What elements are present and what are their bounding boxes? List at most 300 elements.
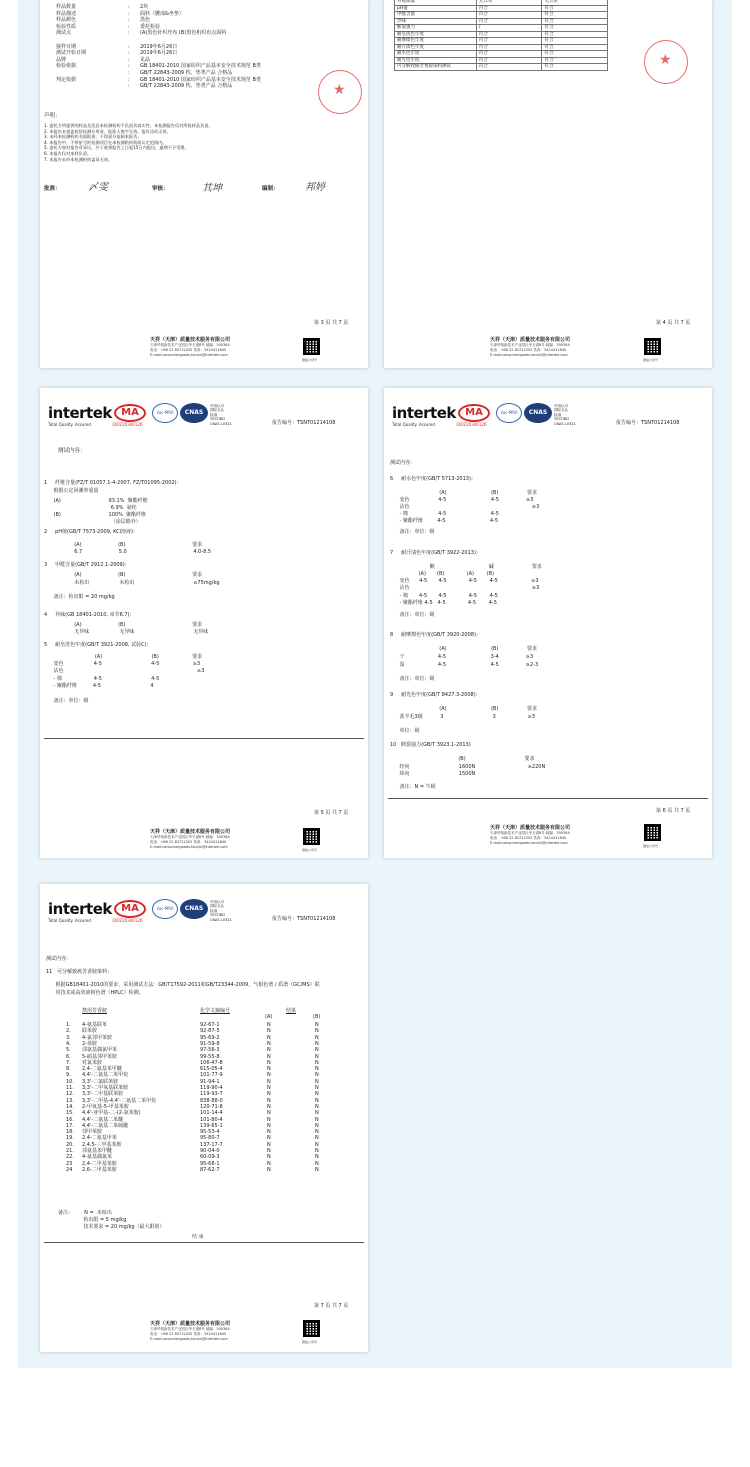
footer-address-1: 天津华苑新技术产业园区华天道8号 邮编：300384 (150, 835, 230, 839)
content-line: (B) 100% 聚酯纤维 (44, 512, 147, 518)
ilac-logo: ilac-MRA (152, 899, 178, 919)
info-value: GB/T 22843-2009 枕、垫类产品 合格品 (140, 70, 233, 76)
result-cell: 无异常 (476, 0, 542, 5)
info-colon: : (128, 17, 130, 24)
content-line: 6 耐水色牢度(GB/T 5713-2013)： (390, 476, 476, 482)
end-mark: 结 束 (192, 1234, 204, 1240)
amine-name: 2,4-二氨基甲苯 (82, 1135, 117, 1142)
amine-cas: 101-80-4 (200, 1116, 223, 1123)
amine-result-a: N (267, 1154, 271, 1161)
amine-cas: 90-04-0 (200, 1148, 220, 1154)
note-line: 6. 本报告仅对来样负责。 (44, 151, 92, 156)
item-cell: 耐水色牢度 (395, 51, 477, 58)
content-line: 用技术或高效液相色谱（HPLC）检测。 (46, 990, 144, 996)
content-line: 备注：单位：级 (390, 676, 435, 682)
intertek-logo: intertek (392, 404, 456, 422)
info-colon: : (128, 63, 130, 70)
amine-result-b: N (315, 1059, 319, 1066)
amine-result-a: N (267, 1129, 271, 1136)
content-line: 沾色 ≥3 (44, 668, 205, 674)
amine-cas: 101-14-4 (200, 1110, 223, 1117)
info-label: 样品数量 (56, 4, 77, 10)
amine-cas: 119-93-7 (200, 1091, 223, 1098)
note-line: 4. 本报告中，不带星号的检测项目在本检测机构资质认定范围内。 (44, 139, 167, 145)
tagline: Total Quality. Assured. (48, 422, 93, 427)
content-line: (A) (B) 要求 (44, 622, 203, 628)
amine-cas: 120-71-8 (200, 1103, 223, 1110)
content-line: 8 耐摩擦色牢度(GB/T 3920-2008)： (390, 632, 481, 638)
amine-result-a: N (267, 1072, 271, 1079)
content-line: 10 断裂强力(GB/T 3923.1-2013) (390, 742, 471, 748)
footer-address-1: 天津华苑新技术产业园区华天道8号 邮编：300384 (490, 831, 570, 835)
info-colon: : (128, 30, 130, 37)
ma-number: 160220340126 (112, 422, 143, 427)
amine-name: 3,3'-二甲基联苯胺 (82, 1091, 124, 1098)
content-line: 备注：检出限 = 20 mg/kg (44, 594, 115, 600)
amine-result-a: N (267, 1085, 271, 1091)
note-line: 2. 本报告未加盖检验检测专用章、批准人签字无效。报告涂改无效。 (44, 128, 171, 134)
item-cell: 耐摩擦色牢度 (395, 38, 477, 45)
info-colon: : (128, 50, 130, 57)
amine-result-a: N (267, 1034, 271, 1041)
amine-cas: 87-62-7 (200, 1166, 220, 1173)
note-line: 5. 委托方如对报告有异议，应于收到报告之日起15日内提出，逾期不予受理。 (44, 145, 189, 151)
result-cell: 符合 (542, 57, 608, 64)
amine-name: 邻氨基偶氮甲苯 (82, 1047, 118, 1054)
info-label: 测试点 (56, 30, 72, 37)
amine-cas: 101-77-9 (200, 1072, 223, 1079)
info-value: 面料（腰部&坐垫） (140, 10, 184, 17)
content-line: (A) 93.1% 聚酯纤维 (44, 498, 148, 504)
amine-result-a: N (267, 1141, 271, 1148)
content-line: 沾色 ≥3 (390, 585, 540, 591)
content-line: 1 纤维含量(FZ/T 01057.1-4-2007, FZ/T01095-2002)： (44, 480, 182, 486)
amine-cas: 95-53-4 (200, 1129, 220, 1136)
amine-result-b: N (315, 1148, 319, 1154)
info-value: GB 18401-2010 国家纺织产品基本安全技术规范 B类 (140, 76, 261, 83)
content-line: 备注：单位：级 (44, 698, 89, 704)
amine-result-a: N (267, 1091, 271, 1098)
amine-name: 3,3'-二甲氧基联苯胺 (82, 1085, 129, 1091)
amine-cas: 97-56-3 (200, 1047, 220, 1054)
amine-index: 2. (66, 1028, 71, 1035)
item-cell: 耐皂洗色牢度 (395, 31, 477, 38)
info-value: GB/T 22843-2009 枕、垫类产品 合格品 (140, 83, 233, 90)
cnas-caption: 中国认可 国际互认 检测 TESTING CNAS L0321 (210, 404, 232, 426)
content-line: (B) 要求 (390, 756, 535, 762)
note-line: 备注： N = 未检出 (58, 1210, 112, 1216)
report-page-3 (40, 0, 368, 368)
amine-result-a: N (267, 1059, 271, 1066)
content-line: 湿 4-5 4-5 ≥2-3 (390, 662, 539, 668)
report-page-6 (384, 388, 712, 858)
footer-address-2: 电话：+86 22 83712202 传真：3424411640 (490, 836, 567, 840)
note-line: 3. 未经本检测机构书面批准，不得部分复制本报告。 (44, 134, 142, 140)
footer-address-3: E-mail:consumergoods.tianjin@intertek.com (150, 1337, 228, 1341)
amine-index: 7. (66, 1059, 71, 1066)
content-line: - 聚酯纤维 4-5 4 (44, 683, 154, 689)
amine-col-head: 禁用芳香胺 (82, 1008, 108, 1014)
amine-result-b: N (315, 1129, 319, 1136)
result-cell: 符合 (542, 64, 608, 71)
result-cell: 符合 (476, 12, 542, 19)
amine-cas: 60-09-3 (200, 1154, 220, 1161)
content-line: 11 可分解致癌芳香胺染料： (46, 969, 113, 975)
amine-index: 5. (66, 1047, 71, 1054)
item-cell: 外观质量 (395, 0, 477, 5)
amine-result-a: N (267, 1022, 271, 1028)
amine-name: 2,6-二甲基苯胺 (82, 1166, 117, 1173)
qr-code (303, 1320, 320, 1337)
qr-code (644, 824, 661, 841)
content-line: 备注：N = 牛顿 (390, 784, 436, 790)
info-colon: : (128, 70, 130, 76)
item-cell: 可分解致癌芳香胺染料测试 (395, 64, 477, 71)
amine-result-b: N (315, 1091, 319, 1098)
editor-signature: 邦婷 (305, 182, 325, 193)
amine-result-b: N (315, 1040, 319, 1047)
info-value: GB 18401-2010 国家纺织产品基本安全技术规范 B类 (140, 63, 261, 70)
amine-result-a: N (267, 1110, 271, 1117)
content-line: 蓝羊毛3级 3 3 ≥3 (390, 714, 535, 720)
amine-result-a: N (267, 1028, 271, 1035)
content-line: 根据GB18401-2010的要求，采用测试方法：GB/T17592-2011和GB/T23344-2009，气相色谱 / 质谱（GC/MS）联 (46, 982, 320, 988)
note-line: 7. 本报告未经本检测机构盖章无效。 (44, 156, 113, 162)
page-number: 第 7 页 共 7 页 (314, 1303, 349, 1309)
amine-cas: 91-94-1 (200, 1078, 220, 1085)
info-label: 检验性质 (56, 23, 77, 30)
content-line: 测试内容： (390, 460, 416, 466)
amine-index: 9. (66, 1072, 71, 1079)
content-line: - 棉 4-5 4-5 (44, 676, 160, 682)
info-colon: : (128, 23, 130, 30)
footer-company: 天祥（天津）质量技术服务有限公司 (150, 337, 231, 343)
content-line: (A) (B) 要求 (44, 572, 203, 578)
amine-result-b: N (315, 1047, 319, 1054)
amine-result-a: N (267, 1116, 271, 1123)
amine-cas: 95-69-2 (200, 1034, 220, 1041)
content-line: 纬向 1500N (390, 771, 476, 777)
qr-code (644, 338, 661, 355)
amine-name: 邻氨基苯甲醚 (82, 1148, 113, 1154)
info-label: 样品描述 (56, 10, 77, 17)
amine-cas: 91-59-8 (200, 1040, 220, 1047)
content-line: 6.9% 氨纶 (44, 505, 137, 511)
footer-company: 天祥（天津）质量技术服务有限公司 (490, 825, 571, 831)
amine-index: 3. (66, 1034, 71, 1041)
amine-result-a: N (267, 1066, 271, 1073)
content-line: 沾色 ≥3 (390, 504, 540, 510)
info-colon: : (128, 10, 130, 17)
page-number: 第 3 页 共 7 页 (314, 320, 349, 326)
amine-index: 11. (66, 1085, 74, 1091)
amine-index: 19. (66, 1135, 74, 1142)
approver-signature: 〆雯 (88, 182, 108, 193)
content-line: - 棉 4-5 4-5 4-5 4-5 (390, 593, 498, 599)
intertek-logo: intertek (48, 404, 112, 422)
result-cell: / (476, 25, 542, 32)
amine-result-b: N (315, 1141, 319, 1148)
info-colon: : (128, 56, 130, 63)
content-line: 干 4-5 3-4 ≥3 (390, 654, 534, 660)
amine-result-a: N (267, 1078, 271, 1085)
footer-company: 天祥（天津）质量技术服务有限公司 (490, 337, 571, 343)
content-line: 经向 1600N ≥220N (390, 764, 546, 770)
amine-result-b: N (315, 1097, 319, 1104)
cnas-logo: CNAS (180, 899, 208, 919)
amine-index: 16. (66, 1116, 74, 1123)
amine-result-b: N (315, 1022, 319, 1028)
result-cell: 符合 (476, 51, 542, 58)
amine-result-b: N (315, 1166, 319, 1173)
content-line: (A) (B) 要求 (44, 654, 203, 660)
amine-name: 联苯胺 (82, 1028, 98, 1035)
amine-index: 8. (66, 1066, 71, 1073)
qr-code (303, 338, 320, 355)
footer-address-3: E-mail:consumergoods.tianjin@intertek.com (150, 353, 228, 357)
cas-col-head: 化学文摘编号 (200, 1008, 231, 1014)
info-label: 样品颜色 (56, 17, 77, 24)
footer-company: 天祥（天津）质量技术服务有限公司 (150, 829, 231, 835)
content-line: 5 耐皂洗色牢度(GB/T 3921-2008, 试验C)： (44, 642, 152, 648)
footer-address-3: E-mail:consumergoods.tianjin@intertek.com (490, 353, 568, 357)
info-value: 2019年6月26日 (140, 50, 178, 57)
amine-cas: 92-87-5 (200, 1028, 220, 1035)
info-value: 2019年6月26日 (140, 43, 178, 50)
content-line: 酸 碱 要求 (390, 564, 542, 570)
amine-index: 6. (66, 1053, 71, 1060)
result-cell: 符合 (476, 5, 542, 12)
page-number: 第 6 页 共 7 页 (656, 808, 691, 814)
ilac-logo: ilac-MRA (152, 403, 178, 423)
content-line: 测试内容： (46, 956, 72, 962)
result-cell: 符合 (476, 57, 542, 64)
content-line: 未检出 未检出 ≤75mg/kg (44, 580, 220, 586)
amine-index: 10. (66, 1078, 74, 1085)
qr-caption: 微信公众号 (302, 358, 318, 362)
amine-result-a: N (267, 1148, 271, 1154)
result-a-head: (A) (265, 1014, 273, 1020)
amine-index: 15. (66, 1110, 74, 1117)
result-cell: 符合 (542, 38, 608, 45)
amine-cas: 139-65-1 (200, 1122, 223, 1129)
amine-index: 12. (66, 1091, 74, 1098)
notes-title: 声明： (44, 113, 61, 119)
content-line: - 棉 4-5 4-5 (390, 511, 499, 517)
info-value: 见品 (140, 56, 151, 63)
amine-cas: 95-68-1 (200, 1160, 220, 1167)
info-colon: : (128, 43, 130, 50)
amine-index: 23 (66, 1160, 73, 1167)
content-line: (A) (B) 要求 (44, 542, 203, 548)
result-cell: 符合 (476, 31, 542, 38)
amine-index: 18. (66, 1129, 74, 1136)
footer-address-2: 电话：+86 22 83712202 传真：3424411640 (490, 348, 567, 352)
content-line: 变色 4-5 4-5 ≥3 (44, 661, 201, 667)
result-cell: 符合 (542, 51, 608, 58)
content-line: 3 甲醛含量(GB/T 2912.1-2009)： (44, 562, 130, 568)
report-page-4 (384, 0, 712, 368)
footer-address-2: 电话：+86 22 83712202 传真：3424411640 (150, 348, 227, 352)
amine-name: 对氯苯胺 (82, 1059, 103, 1066)
amine-result-a: N (267, 1047, 271, 1054)
content-line: 变色 4-5 4-5 4-5 4-5 ≥3 (390, 578, 539, 584)
footer-address-1: 天津华苑新技术产业园区华天道8号 邮编：300384 (150, 1327, 230, 1331)
approver-label: 批准： (44, 186, 61, 192)
reviewer-signature: 其坤 (202, 183, 222, 194)
item-cell: 耐汗渍色牢度 (395, 44, 477, 51)
ma-number: 160220340126 (456, 422, 487, 427)
amine-cas: 95-80-7 (200, 1135, 220, 1142)
report-number: 报告编号：TSNT01214108 (272, 916, 336, 922)
amine-index: 13. (66, 1097, 74, 1104)
divider (44, 1242, 364, 1243)
report-page-5 (40, 388, 368, 858)
info-value: (A)黑色针织坯布 (B)黑色机织布点面料 (140, 30, 227, 37)
qr-code (303, 828, 320, 845)
info-label: 判定依据 (56, 76, 77, 83)
info-value: 2块 (140, 4, 149, 10)
amine-index: 1. (66, 1022, 71, 1028)
amine-name: 3,3'-二氯联苯胺 (82, 1078, 119, 1085)
content-line: 2 pH值(GB/T 7573-2009, KCl溶液)： (44, 529, 138, 535)
amine-index: 24 (66, 1166, 73, 1173)
info-colon: : (128, 76, 130, 83)
amine-result-a: N (267, 1135, 271, 1142)
footer-address-3: E-mail:consumergoods.tianjin@intertek.com (490, 841, 568, 845)
amine-result-b: N (315, 1116, 319, 1123)
footer-address-1: 天津华苑新技术产业园区华天道8号 邮编：300384 (490, 343, 570, 347)
footer-address-2: 电话：+86 22 83712202 传真：3424411640 (150, 840, 227, 844)
amine-result-a: N (267, 1122, 271, 1129)
amine-index: 4. (66, 1040, 71, 1047)
amine-result-a: N (267, 1040, 271, 1047)
reviewer-label: 审核： (152, 186, 169, 192)
editor-label: 编制： (262, 186, 279, 192)
item-cell: 耐光色牢度 (395, 57, 477, 64)
tagline: Total Quality. Assured. (48, 918, 93, 923)
result-cell: 符合 (476, 18, 542, 25)
amine-result-b: N (315, 1110, 319, 1117)
amine-result-b: N (315, 1053, 319, 1060)
amine-result-b: N (315, 1103, 319, 1110)
footer-address-2: 电话：+86 22 83712202 传真：3424411640 (150, 1332, 227, 1336)
amine-name: 2-萘胺 (82, 1040, 97, 1047)
result-cell: 符合 (542, 18, 608, 25)
footer-address-1: 天津华苑新技术产业园区华天道8号 邮编：300384 (150, 343, 230, 347)
red-seal: ★ (318, 70, 362, 114)
amine-index: 14. (66, 1103, 74, 1110)
footer-company: 天祥（天津）质量技术服务有限公司 (150, 1321, 231, 1327)
amine-cas: 137-17-7 (200, 1141, 223, 1148)
amine-result-b: N (315, 1085, 319, 1091)
content-line: (A) (B) 要求 (390, 706, 538, 712)
result-cell: 符合 (476, 44, 542, 51)
amine-index: 17. (66, 1122, 74, 1129)
item-cell: 异味 (395, 18, 477, 25)
ma-number: 160220340126 (112, 918, 143, 923)
note-line: 1. 委托方所提供的样品及信息本检测机构不负责其真实性，本检测报告仅对所检样品负责。 (44, 123, 213, 128)
amine-name: 2-甲氧基-5-甲基苯胺 (82, 1103, 129, 1110)
content-line: (A) (B) 要求 (390, 646, 538, 652)
result-b-head: (B) (313, 1014, 321, 1020)
qr-caption: 微信公众号 (643, 358, 659, 362)
amine-name: 5-硝基邻甲苯胺 (82, 1053, 117, 1060)
amine-result-b: N (315, 1154, 319, 1161)
report-number: 报告编号：TSNT01214108 (272, 420, 336, 426)
content-line: 无异味 无异味 无异味 (44, 629, 209, 635)
amine-result-b: N (315, 1072, 319, 1079)
divider (388, 798, 708, 799)
summary-table (394, 0, 608, 71)
amine-name: 4-氨基偶氮苯 (82, 1154, 112, 1161)
result-cell: 符合 (542, 12, 608, 19)
content-line: 备注：单位：级 (390, 612, 435, 618)
amine-name: 2,4,5-三甲基苯胺 (82, 1141, 122, 1148)
amine-result-a: N (267, 1053, 271, 1060)
content-line: (A) (B) 要求 (390, 490, 538, 496)
content-line: - 聚酯纤维 4-5 4-5 (390, 518, 499, 524)
ma-logo: MA (458, 404, 490, 422)
amine-cas: 99-55-8 (200, 1053, 220, 1060)
amine-result-a: N (267, 1103, 271, 1110)
result-cell: 符合 (542, 5, 608, 12)
amine-name: 2,4-二氨基苯甲醚 (82, 1066, 122, 1073)
result-col-head: 结果 (286, 1008, 297, 1014)
amine-result-a: N (267, 1166, 271, 1173)
amine-result-a: N (267, 1097, 271, 1104)
amine-name: 4-氯邻甲苯胺 (82, 1034, 112, 1041)
amine-result-b: N (315, 1034, 319, 1041)
ilac-logo: ilac-MRA (496, 403, 522, 423)
amine-cas: 106-47-8 (200, 1059, 223, 1066)
qr-caption: 微信公众号 (302, 1340, 318, 1344)
amine-cas: 838-88-0 (200, 1097, 223, 1104)
amine-index: 20. (66, 1141, 74, 1148)
divider (44, 738, 364, 739)
cnas-logo: CNAS (524, 403, 552, 423)
page-number: 第 4 页 共 7 页 (656, 320, 691, 326)
amine-cas: 615-05-4 (200, 1066, 223, 1073)
amine-result-b: N (315, 1160, 319, 1167)
amine-result-b: N (315, 1135, 319, 1142)
amine-result-b: N (315, 1078, 319, 1085)
content-line: 备注：单位：级 (390, 529, 435, 535)
result-cell: 无异常 (542, 0, 608, 5)
note-line: 检出限 = 5 mg/kg (58, 1217, 127, 1223)
amine-result-b: N (315, 1122, 319, 1129)
content-line: 变色 4-5 4-5 ≥3 (390, 497, 534, 503)
amine-name: 邻甲苯胺 (82, 1129, 103, 1136)
amine-result-b: N (315, 1066, 319, 1073)
cnas-caption: 中国认可 国际互认 检测 TESTING CNAS L0321 (554, 404, 576, 426)
amine-name: 4,4'-亚甲基-二-(2-氯苯胺) (82, 1110, 141, 1117)
info-label: 品牌 (56, 56, 67, 63)
report-page-7 (40, 884, 368, 1352)
report-number: 报告编号：TSNT01214108 (616, 420, 680, 426)
info-colon: : (128, 83, 130, 90)
content-line: （涂层除外） (44, 519, 141, 525)
intertek-logo: intertek (48, 900, 112, 918)
content-line: 7 耐汗渍色牢度(GB/T 3922-2013)： (390, 550, 481, 556)
amine-name: 4-氨基联苯 (82, 1022, 107, 1028)
info-colon: : (128, 4, 130, 10)
amine-cas: 119-90-4 (200, 1085, 223, 1091)
ma-logo: MA (114, 900, 146, 918)
info-value: 黑色 (140, 17, 151, 24)
content-line: 9 耐光色牢度(GB/T 8427.3-2008)： (390, 692, 481, 698)
qr-caption: 微信公众号 (302, 848, 318, 852)
